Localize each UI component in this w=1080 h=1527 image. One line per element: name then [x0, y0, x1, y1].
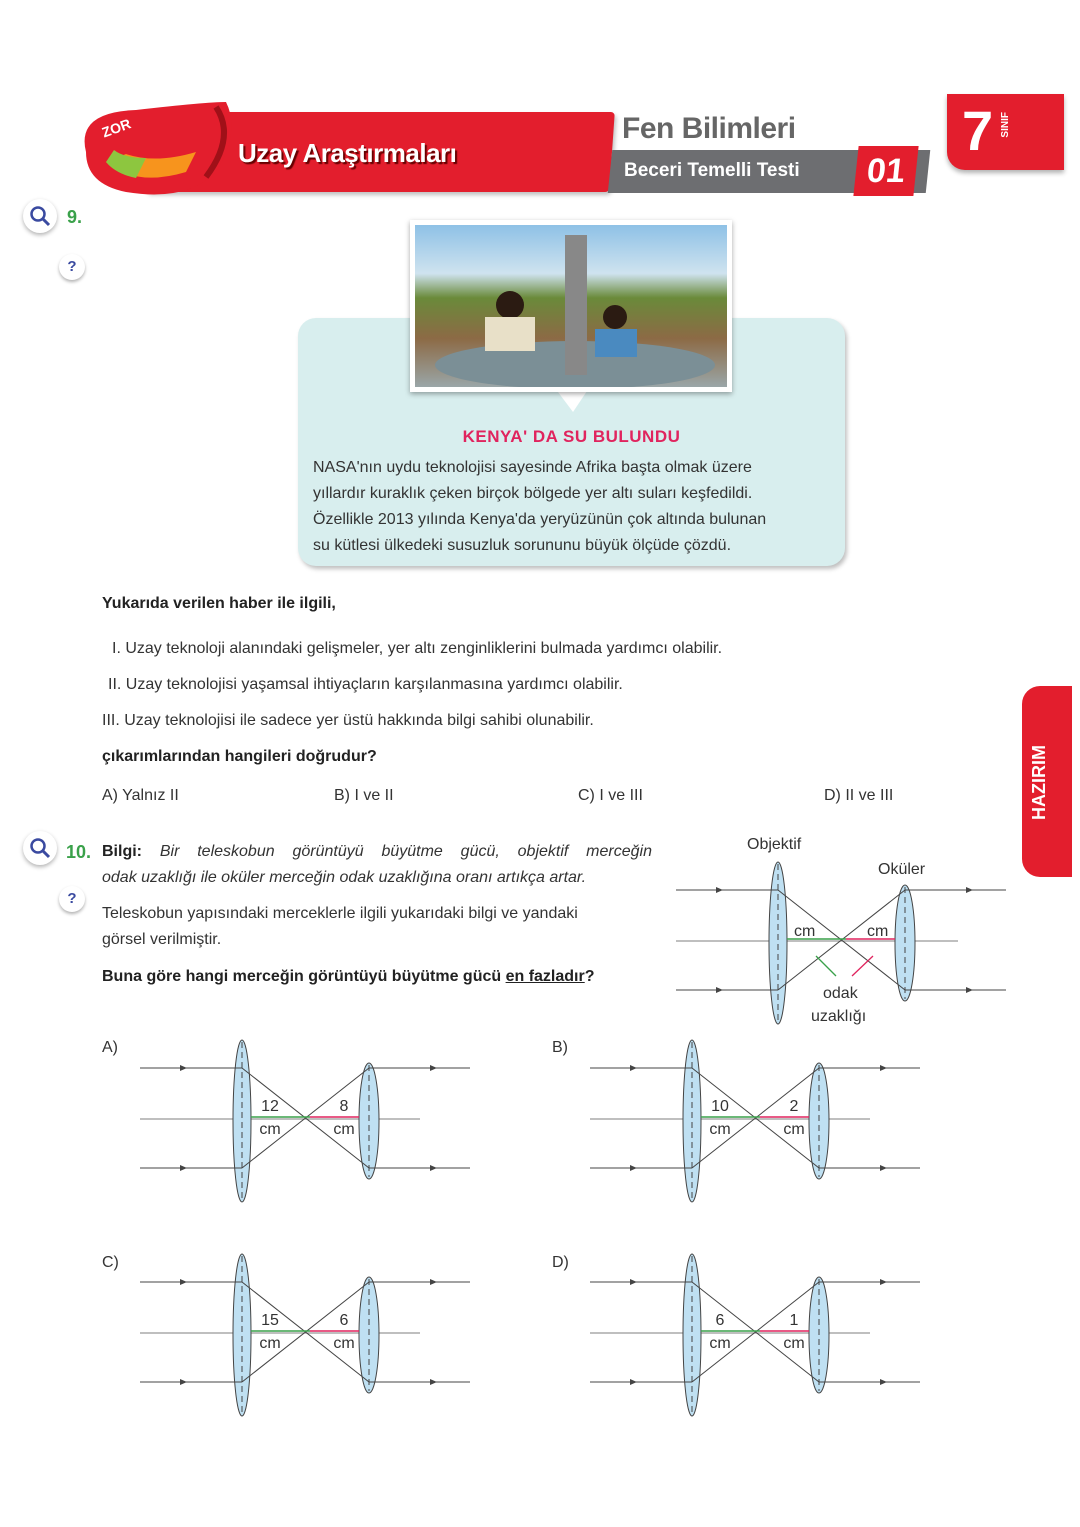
arrow-icon [430, 1165, 437, 1171]
pointer-arrow [816, 956, 836, 976]
option-c[interactable]: C) I ve III [578, 787, 643, 804]
question-stem: Yukarıda verilen haber ile ilgili, [102, 595, 336, 612]
arrow-icon [180, 1065, 187, 1071]
arrow-icon [180, 1379, 187, 1385]
prompt-end: ? [584, 968, 595, 985]
grade-label: SINIF [1000, 112, 1011, 138]
search-button[interactable] [23, 199, 57, 233]
prompt-text: Buna göre hangi merceğin görüntüyü büyütme gücü [102, 968, 506, 985]
ocular-focal-value: 1 [789, 1312, 799, 1329]
news-line: NASA'nın uydu teknolojisi sayesinde Afrika başta olmak üzere [313, 459, 752, 476]
arrow-icon [966, 887, 973, 893]
statement-2: II. Uzay teknolojisi yaşamsal ihtiyaçların karşılanmasına yardımcı olabilir. [108, 676, 623, 693]
arrow-icon [880, 1379, 887, 1385]
logo-text: ZOR [99, 115, 133, 141]
unit-label: cm [709, 1335, 731, 1352]
unit-label: cm [709, 1121, 731, 1138]
search-icon [29, 205, 51, 227]
news-line: Özellikle 2013 yılında Kenya'da yeryüzünün çok altında bulunan [313, 511, 767, 528]
unit-label: cm [783, 1335, 805, 1352]
option-c-label[interactable]: C) [102, 1254, 119, 1271]
search-button[interactable] [23, 831, 57, 865]
objective-focal-value: 12 [261, 1098, 279, 1115]
arrow-icon [430, 1065, 437, 1071]
arrow-icon [630, 1065, 637, 1071]
ocular-focal-value: 2 [789, 1098, 799, 1115]
unit-label: cm [259, 1121, 281, 1138]
question-number: 9. [67, 207, 83, 227]
news-line: su kütlesi ülkedeki susuzluk sorununu büyük ölçüde çözdü. [313, 537, 732, 554]
unit-label: cm [867, 923, 889, 940]
side-tab-label: HAZIRIM [1029, 745, 1049, 820]
info-label: Bilgi: [102, 843, 142, 860]
prompt-emphasis: en fazladır [505, 968, 585, 985]
objective-focal-value: 6 [715, 1312, 725, 1329]
info-line-1 [102, 843, 652, 861]
test-number: 01 [853, 146, 918, 196]
question-mark-icon: ? [67, 258, 77, 275]
focal-label: odak [823, 985, 858, 1002]
test-type: Beceri Temelli Testi [624, 160, 800, 181]
subject-title: Fen Bilimleri [622, 112, 796, 145]
option-d-diagram[interactable] [590, 1252, 922, 1425]
focal-label: uzaklığı [811, 1008, 867, 1025]
ocular-label: Oküler [878, 861, 926, 878]
arrow-icon [180, 1165, 187, 1171]
telescope-diagram [676, 860, 1008, 1033]
arrow-icon [430, 1279, 437, 1285]
search-icon [29, 837, 51, 859]
question-mark-icon: ? [67, 890, 77, 907]
question-prompt: çıkarımlarından hangileri doğrudur? [102, 748, 377, 765]
help-button[interactable] [59, 886, 85, 912]
statement-1: I. Uzay teknoloji alanındaki gelişmeler, yer altı zenginliklerini bulmada yardımcı olabilir. [112, 640, 723, 657]
info-line-2 [102, 869, 586, 887]
arrow-icon [880, 1165, 887, 1171]
objective-focal-value: 10 [711, 1098, 729, 1115]
info-text: odak uzaklığı ile oküler merceğin odak uzaklığına oranı artıkça artar. [102, 869, 587, 886]
arrow-icon [630, 1165, 637, 1171]
arrow-icon [630, 1379, 637, 1385]
arrow-icon [430, 1379, 437, 1385]
option-a[interactable]: A) Yalnız II [102, 787, 179, 804]
difficulty-logo [66, 92, 241, 202]
unit-label: cm [259, 1335, 281, 1352]
option-d-label[interactable]: D) [552, 1254, 569, 1271]
option-a-diagram[interactable] [140, 1038, 472, 1211]
question-number: 10. [66, 842, 92, 862]
unit-label: cm [333, 1335, 355, 1352]
lens-diagram [590, 1252, 922, 1420]
arrow-icon [630, 1279, 637, 1285]
lens-diagram [676, 860, 1008, 1028]
arrow-icon [716, 887, 723, 893]
photo-illustration [415, 225, 727, 387]
lens-diagram [140, 1038, 472, 1206]
grade-number: 7 [962, 99, 994, 162]
news-photo [410, 220, 732, 392]
statement-3: III. Uzay teknolojisi ile sadece yer üstü hakkında bilgi sahibi olunabilir. [102, 712, 594, 729]
option-b-label[interactable]: B) [552, 1039, 568, 1056]
option-a-label[interactable]: A) [102, 1039, 118, 1056]
arrow-icon [966, 987, 973, 993]
unit-label: cm [794, 923, 816, 940]
lens-diagram [140, 1252, 472, 1420]
help-button[interactable] [59, 254, 85, 280]
arrow-icon [716, 987, 723, 993]
ocular-focal-value: 6 [339, 1312, 349, 1329]
option-b[interactable]: B) I ve II [334, 787, 394, 804]
arrow-icon [880, 1065, 887, 1071]
option-b-diagram[interactable] [590, 1038, 922, 1211]
unit-label: cm [783, 1121, 805, 1138]
objective-focal-value: 15 [261, 1312, 279, 1329]
unit-title: Uzay Araştırmaları [238, 138, 457, 168]
objective-label: Objektif [747, 836, 802, 853]
arrow-icon [880, 1279, 887, 1285]
option-d[interactable]: D) II ve III [824, 787, 894, 804]
arrow-icon [180, 1279, 187, 1285]
pointer-arrow [852, 956, 873, 976]
lens-diagram [590, 1038, 922, 1206]
info-text: Bir teleskobun görüntüyü büyütme gücü, objektif merceğin [159, 843, 652, 860]
text-line-2: görsel verilmiştir. [102, 931, 222, 948]
ocular-focal-value: 8 [339, 1098, 349, 1115]
option-c-diagram[interactable] [140, 1252, 472, 1425]
text-line-1: Teleskobun yapısındaki merceklerle ilgili yukarıdaki bilgi ve yandaki [102, 905, 578, 922]
news-line: yıllardır kuraklık çeken birçok bölgede yer altı suları keşfedildi. [313, 485, 753, 502]
news-title: KENYA' DA SU BULUNDU [462, 427, 681, 446]
unit-label: cm [333, 1121, 355, 1138]
question-prompt [102, 968, 595, 986]
